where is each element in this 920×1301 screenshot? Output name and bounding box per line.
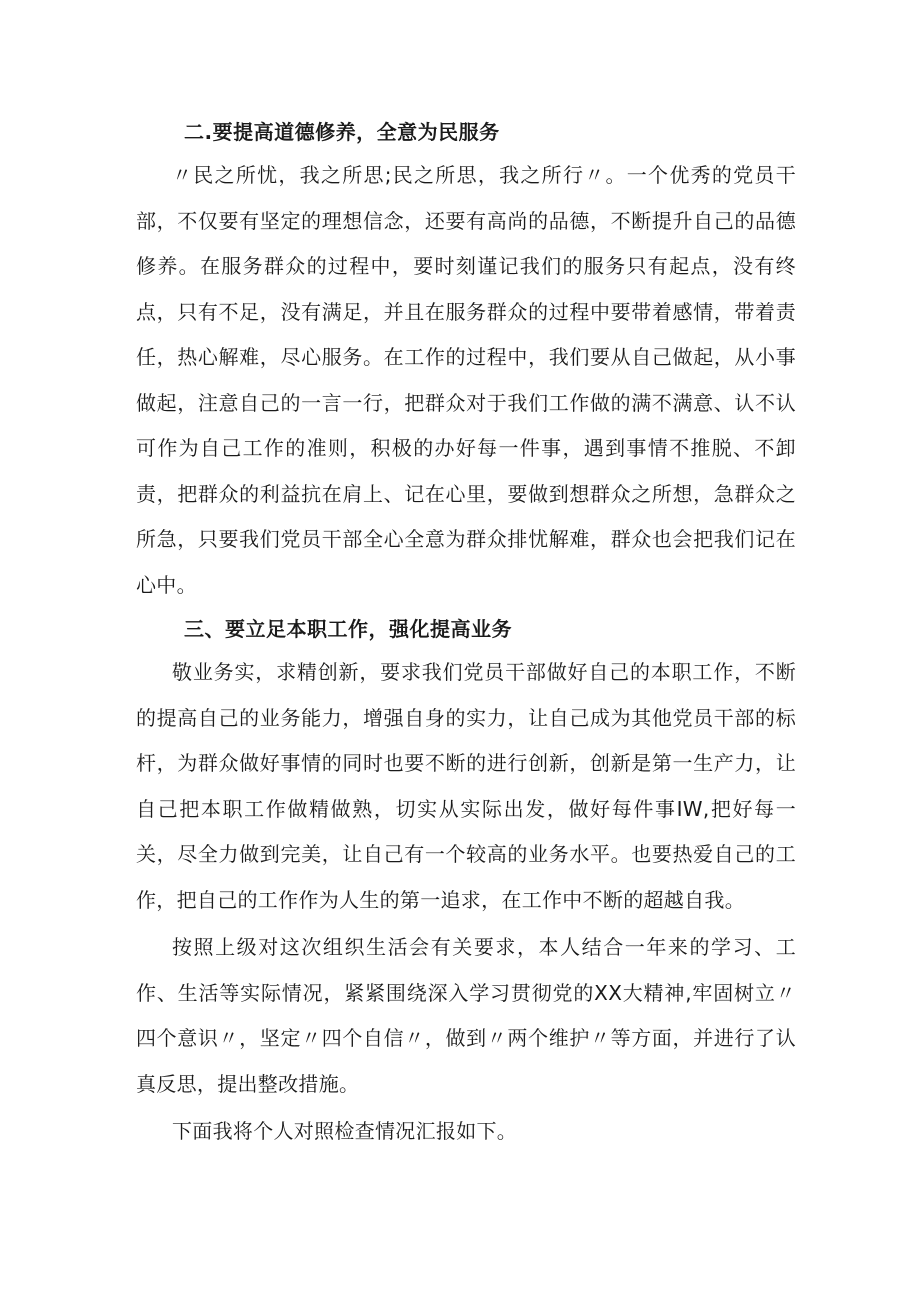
section-heading-moral-cultivation: 二.要提高道德修养，全意为民服务	[184, 120, 500, 144]
paragraph-organization-meeting: 按照上级对这次组织生活会有关要求，本人结合一年来的学习、工作、生活等实际情况，紧紧围绕深入学习贯彻党的XX大精神,牢固树立〃四个意识〃，坚定〃四个自信〃，做到〃两个维护〃等方面，并进行了认真反思，提出整改措施。	[136, 935, 796, 1096]
paragraph-professional-ability: 敬业务实，求精创新，要求我们党员干部做好自己的本职工作，不断的提高自己的业务能力，增强自身的实力，让自己成为其他党员干部的标杆，为群众做好事情的同时也要不断的进行创新，创新是第一生产力，让自己把本职工作做精做熟，切实从实际出发，做好每件事IW,把好每一关，尽全力做到完美，让自己有一个较高的业务水平。也要热爱自己的工作，把自己的工作作为人生的第一追求，在工作中不断的超越自我。	[136, 660, 796, 912]
document-body	[136, 115, 796, 1155]
paragraph-report-intro: 下面我将个人对照检查情况汇报如下。	[172, 1119, 518, 1143]
paragraph-serve-people: 〃民之所忧，我之所思;民之所思，我之所行〃。一个优秀的党员干部，不仅要有坚定的理想信念，还要有高尚的品德，不断提升自己的品德修养。在服务群众的过程中，要时刻谨记我们的服务只有起点，没有终点，只有不足，没有满足，并且在服务群众的过程中要带着感情，带着责任，热心解难，尽心服务。在工作的过程中，我们要从自己做起，从小事做起，注意自己的一言一行，把群众对于我们工作做的满不满意、认不认可作为自己工作的准则，积极的办好每一件事，遇到事情不推脱、不卸责，把群众的利益抗在肩上、记在心里，要做到想群众之所想，急群众之所急，只要我们党员干部全心全意为群众排忧解难，群众也会把我们记在心中。	[136, 163, 796, 597]
section-heading-job-duties: 三、要立足本职工作，强化提高业务	[184, 617, 512, 641]
